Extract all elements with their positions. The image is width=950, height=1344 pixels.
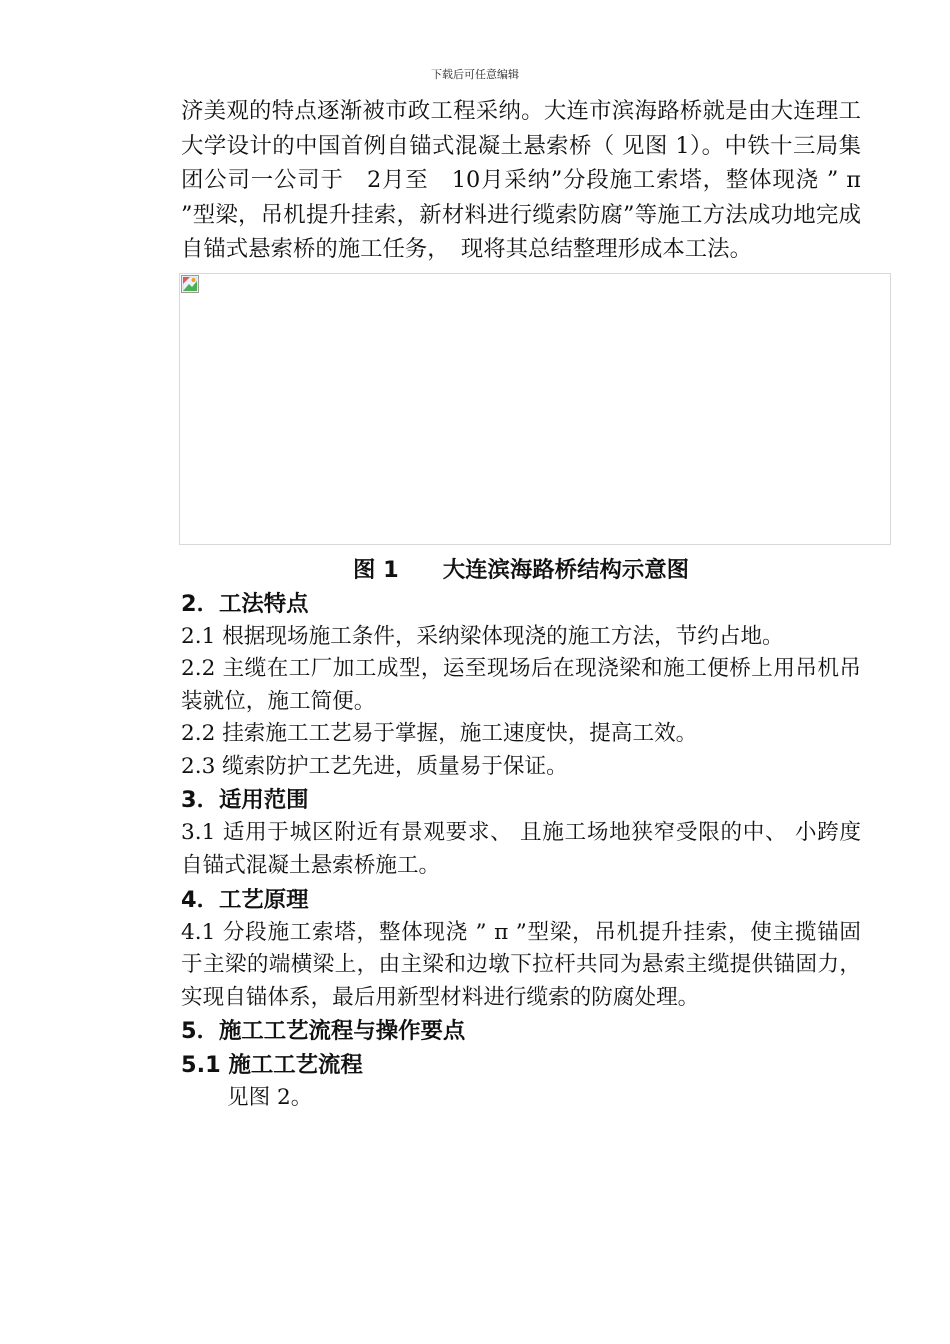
section-3-heading: 3．适用范围 (181, 787, 309, 814)
figure-1-image (179, 273, 891, 545)
section-5-heading: 5．施工工艺流程与操作要点 (181, 1018, 466, 1045)
intro-paragraph: 济美观的特点逐渐被市政工程采纳。大连市滨海路桥就是由大连理工大学设计的中国首例自锚式混凝土悬索桥（ 见图 1）。中铁十三局集团公司一公司于 2月至 10月采纳”分段施工索塔，整体现浇 ” π ”型梁，吊机提升挂索，新材料进行缆索防腐”等施工方法成功地完成自锚式悬索桥的施工任务， 现将其总结整理形成本工法。 (181, 98, 861, 262)
section-4-heading: 4．工艺原理 (181, 886, 309, 913)
section-2-item: 2.1 根据现场施工条件，采纳梁体现浇的施工方法，节约占地。 (181, 623, 784, 649)
figure-1-number: 图 1 (352, 556, 399, 583)
section-2-item: 2.2 主缆在工厂加工成型，运至现场后在现浇梁和施工便桥上用吊机吊装就位，施工简便。 (181, 656, 861, 714)
document-body (181, 94, 861, 1115)
section-4-item: 4.1 分段施工索塔，整体现浇 ” π ”型梁，吊机提升挂索，使主揽锚固于主梁的端横梁上，由主梁和边墩下拉杆共同为悬索主缆提供锚固力，实现自锚体系，最后用新型材料进行缆索的防腐处理。 (181, 919, 861, 1010)
section-5-1-text: 见图 2。 (227, 1085, 313, 1111)
page-header: 下载后可任意编辑 (431, 68, 519, 81)
broken-image-icon (181, 275, 199, 293)
section-3-item: 3.1 适用于城区附近有景观要求、 且施工场地狭窄受限的中、 小跨度自锚式混凝土悬索桥施工。 (181, 820, 861, 879)
section-5-1-heading: 5.1 施工工艺流程 (181, 1052, 363, 1079)
section-2-item: 2.2 挂索施工工艺易于掌握，施工速度快，提高工效。 (181, 721, 698, 747)
figure-1-caption (181, 553, 861, 587)
section-2-item: 2.3 缆索防护工艺先进，质量易于保证。 (181, 753, 568, 779)
figure-1-title: 大连滨海路桥结构示意图 (442, 556, 690, 583)
section-2-heading: 2．工法特点 (181, 590, 309, 617)
